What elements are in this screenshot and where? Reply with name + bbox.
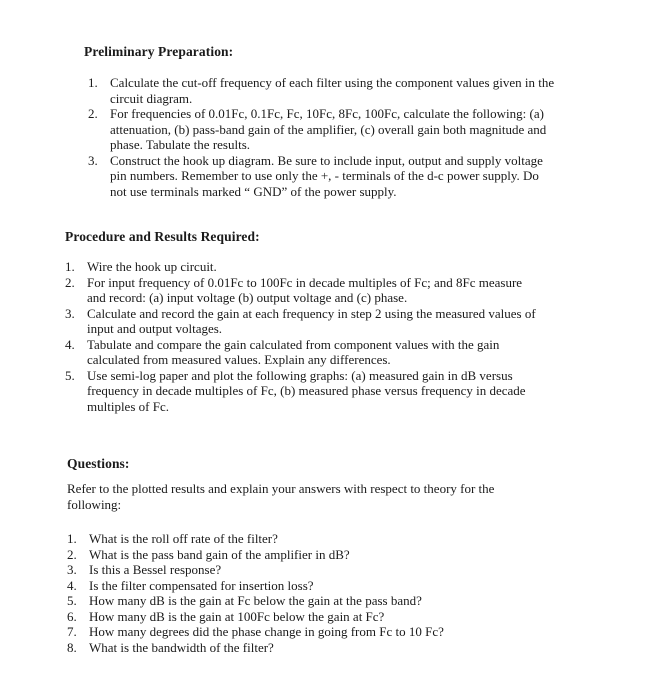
list-item: 6. How many dB is the gain at 100Fc below the gain at Fc?	[67, 608, 385, 624]
procedure-list	[65, 259, 543, 414]
list-item: 1. Wire the hook up circuit.	[65, 259, 217, 274]
questions-intro: Refer to the plotted results and explain your answers with respect to theory for the following:	[67, 481, 495, 512]
list-item: 8. What is the bandwidth of the filter?	[67, 639, 274, 655]
list-item: 4. Is the filter compensated for insertion loss?	[67, 577, 314, 593]
list-item: 3. Is this a Bessel response?	[67, 562, 222, 577]
list-item: 5. How many dB is the gain at Fc below the gain at the pass band?	[67, 593, 422, 608]
list-item: 7. How many degrees did the phase change in going from Fc to 10 Fc?	[67, 624, 444, 639]
preliminary-heading: Preliminary Preparation:	[84, 44, 234, 59]
list-item: 2. For input frequency of 0.01Fc to 100Fc in decade multiples of Fc; and 8Fc measure and record: (a) input voltage (b) output voltage and (c) phase.	[65, 274, 523, 305]
list-item: 1. What is the roll off rate of the filter?	[67, 531, 278, 546]
list-item: 3. Construct the hook up diagram. Be sure to include input, output and supply voltage pin numbers. Remember to use only the +, - terminals of the d-c power supply. Do not use terminals marked “ GND” of the power supply.	[88, 152, 543, 199]
questions-list	[67, 531, 537, 655]
preliminary-list	[88, 75, 558, 199]
questions-heading: Questions:	[67, 456, 130, 471]
list-item: 2. For frequencies of 0.01Fc, 0.1Fc, Fc, 10Fc, 8Fc, 100Fc, calculate the following: (a) attenuation, (b) pass-band gain of the amplifier, (c) overall gain both magnitude and phase. Tabulate the results.	[88, 106, 547, 152]
procedure-heading: Procedure and Results Required:	[65, 229, 260, 244]
list-item: 1. Calculate the cut-off frequency of each filter using the component values given in the circuit diagram.	[88, 75, 555, 106]
list-item: 3. Calculate and record the gain at each frequency in step 2 using the measured values of input and output voltages.	[65, 305, 536, 336]
list-item: 4. Tabulate and compare the gain calculated from component values with the gain calculated from measured values. Explain any differences.	[65, 336, 500, 367]
list-item: 5. Use semi-log paper and plot the following graphs: (a) measured gain in dB versus frequency in decade multiples of Fc, (b) measured phase versus frequency in decade multiples of Fc.	[65, 367, 526, 414]
list-item: 2. What is the pass band gain of the amplifier in dB?	[67, 546, 350, 562]
